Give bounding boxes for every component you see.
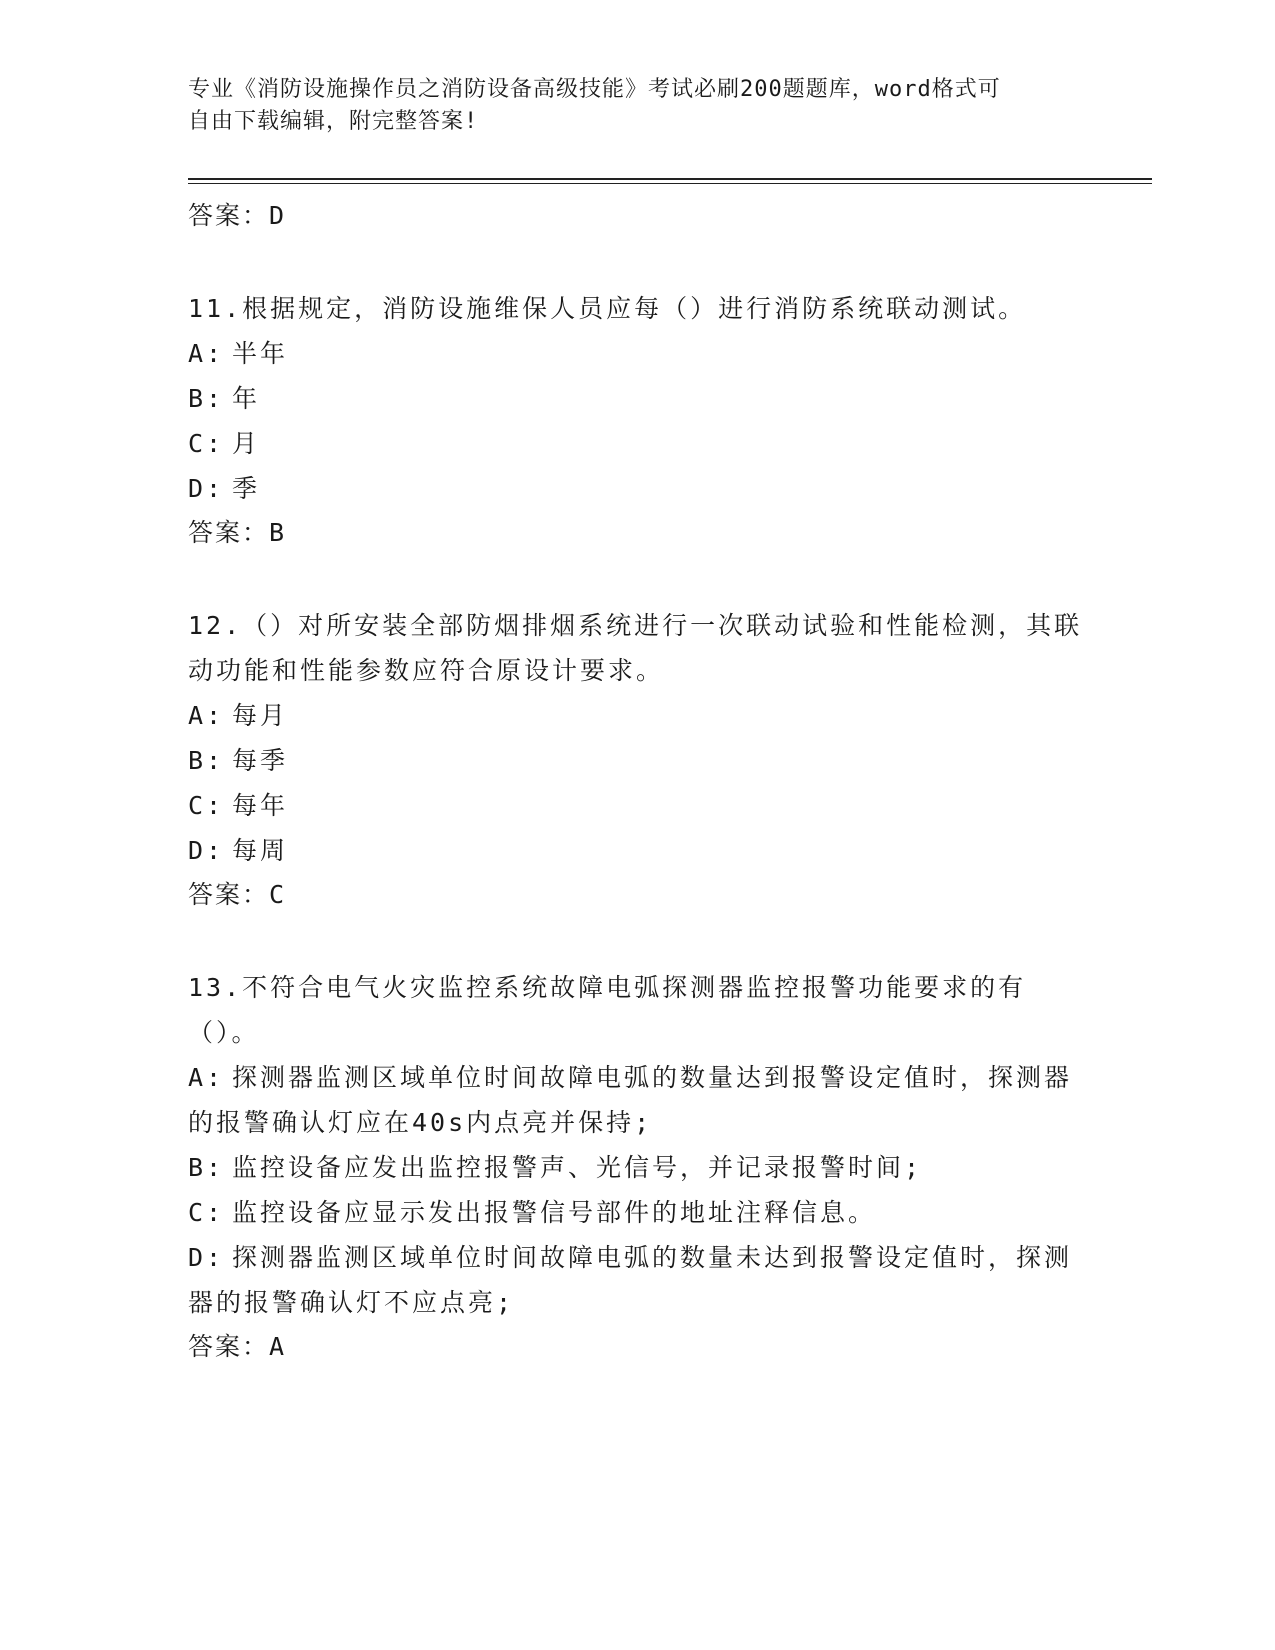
answer-value: D bbox=[269, 201, 287, 230]
option-a bbox=[188, 331, 1088, 376]
answer-value: B bbox=[269, 518, 287, 547]
option-c bbox=[188, 783, 1088, 828]
option-text: 季 bbox=[232, 474, 261, 503]
option-text: 监控设备应显示发出报警信号部件的地址注释信息。 bbox=[232, 1198, 877, 1227]
option-letter: A: bbox=[188, 701, 225, 730]
question-13 bbox=[188, 965, 1088, 1369]
option-b bbox=[188, 738, 1088, 783]
option-letter: D: bbox=[188, 474, 225, 503]
option-letter: B: bbox=[188, 746, 225, 775]
answer-value: C bbox=[269, 880, 287, 909]
option-text: 探测器监测区域单位时间故障电弧的数量达到报警设定值时，探测器的报警确认灯应在40s内点亮并保持; bbox=[188, 1063, 1073, 1137]
option-letter: C: bbox=[188, 791, 225, 820]
question-stem: 12.（）对所安装全部防烟排烟系统进行一次联动试验和性能检测，其联动功能和性能参数应符合原设计要求。 bbox=[188, 611, 1083, 685]
option-b bbox=[188, 376, 1088, 421]
header-line-2: 自由下载编辑，附完整答案! bbox=[188, 109, 479, 134]
option-letter: D: bbox=[188, 1243, 225, 1272]
option-d bbox=[188, 828, 1088, 873]
option-text: 年 bbox=[232, 384, 261, 413]
option-letter: C: bbox=[188, 429, 225, 458]
page-header bbox=[188, 74, 1068, 138]
answer-label: 答案： bbox=[188, 1332, 270, 1361]
option-text: 探测器监测区域单位时间故障电弧的数量未达到报警设定值时，探测器的报警确认灯不应点亮; bbox=[188, 1243, 1073, 1317]
option-text: 每周 bbox=[232, 836, 289, 865]
option-letter: C: bbox=[188, 1198, 225, 1227]
option-letter: A: bbox=[188, 1063, 225, 1092]
question-answer bbox=[188, 1325, 1088, 1369]
option-text: 半年 bbox=[232, 339, 289, 368]
option-text: 月 bbox=[232, 429, 261, 458]
option-d bbox=[188, 1235, 1088, 1325]
question-stem: 13.不符合电气火灾监控系统故障电弧探测器监控报警功能要求的有（）。 bbox=[188, 973, 1027, 1047]
question-stem: 11.根据规定，消防设施维保人员应每（）进行消防系统联动测试。 bbox=[188, 294, 1027, 323]
answer-value: A bbox=[269, 1332, 287, 1361]
option-text: 每季 bbox=[232, 746, 289, 775]
question-11 bbox=[188, 286, 1088, 555]
option-letter: B: bbox=[188, 1153, 225, 1182]
previous-answer bbox=[188, 194, 1088, 238]
option-d bbox=[188, 466, 1088, 511]
option-letter: B: bbox=[188, 384, 225, 413]
option-text: 每年 bbox=[232, 791, 289, 820]
question-list bbox=[188, 194, 1088, 1369]
header-divider bbox=[188, 178, 1152, 184]
header-line-1: 专业《消防设施操作员之消防设备高级技能》考试必刷200题题库，word格式可 bbox=[188, 77, 1001, 102]
question-12 bbox=[188, 603, 1088, 917]
option-text: 每月 bbox=[232, 701, 289, 730]
question-answer bbox=[188, 873, 1088, 917]
option-b bbox=[188, 1145, 1088, 1190]
option-letter: A: bbox=[188, 339, 225, 368]
option-a bbox=[188, 1055, 1088, 1145]
option-c bbox=[188, 421, 1088, 466]
option-letter: D: bbox=[188, 836, 225, 865]
option-a bbox=[188, 693, 1088, 738]
option-c bbox=[188, 1190, 1088, 1235]
answer-label: 答案： bbox=[188, 880, 270, 909]
option-text: 监控设备应发出监控报警声、光信号，并记录报警时间; bbox=[232, 1153, 923, 1182]
answer-label: 答案： bbox=[188, 518, 270, 547]
answer-label: 答案： bbox=[188, 201, 270, 230]
question-answer bbox=[188, 511, 1088, 555]
